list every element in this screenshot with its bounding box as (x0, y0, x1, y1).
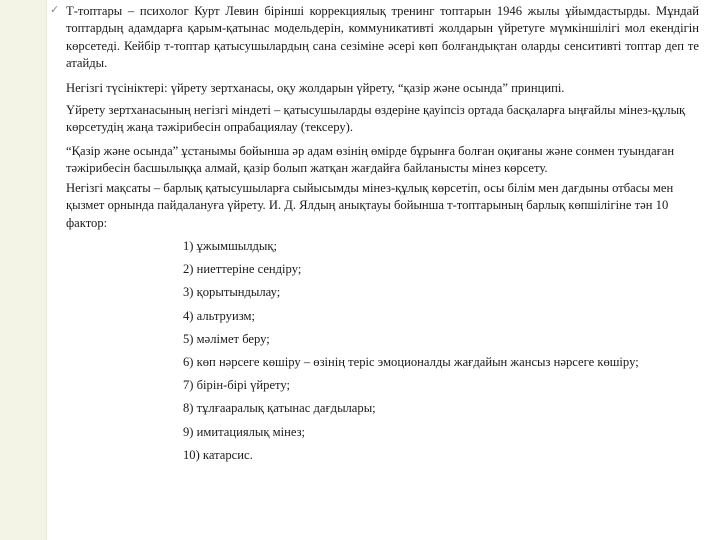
list-item: 10) катарсис. (183, 447, 253, 462)
paragraph-lab-task: Үйрету зертханасының негізгі міндеті – қатысушыларды өздеріне қауіпсіз ортада басқаларға ыңғайлы мінез-құлық көрсетудің жаңа тәжірибесін опрабациялау (тексеру). (66, 103, 686, 135)
list-item: 6) көп нәрсеге көшіру – өзінің теріс эмоционалды жағдайын жансыз нәрсеге көшіру; (183, 354, 639, 369)
list-item: 3) қорытындылау; (183, 285, 281, 300)
checkmark-icon: ✓ (50, 3, 60, 16)
list-item: 4) альтруизм; (183, 308, 255, 323)
paragraph-t-groups-intro: Т-топтары – психолог Курт Левин бірінші коррекциялық тренинг топтарын 1946 жылы ұйымдастырды. Мұндай топтардың адамдарға қарым-қатынас модельдерін, коммуникативті жолдарын үйретуге мүмкіншілігі мол екендігін көрсетеді. Кейбір т-топтар қатысушылардың сана сезіміне әсері көп болғандықтан оларды сенситивті топтар деп те атайды. (66, 4, 699, 71)
list-item: 9) имитациялық мінез; (183, 424, 306, 439)
list-item: 5) мәлімет беру; (183, 331, 270, 346)
list-item: 1) ұжымшылдық; (183, 239, 277, 253)
left-margin-rule (46, 0, 47, 540)
list-item: 7) бірін-бірі үйрету; (183, 378, 291, 393)
factors-list (183, 238, 639, 470)
paragraph-here-and-now: “Қазір және осында” ұстанымы бойынша әр адам өзінің өмірде бұрынға болған оқиғаны және сонмен туындаған тәжірибесін басшылыққа алмай, қазір болып жатқан жағдайға байланысты мінез көрсету. (66, 144, 675, 176)
list-item: 2) ниеттеріне сендіру; (183, 262, 302, 277)
left-margin-strip (0, 0, 46, 540)
paragraph-main-goal: Негізгі мақсаты – барлық қатысушыларға сыйысымды мінез-құлық көрсетіп, осы білім мен дағдыны отбасы мен қызмет орнында пайдалануға үйрету. И. Д. Ялдың анықтауы бойынша т-топтарының барлық көпшілігіне тән 10 фактор: (66, 181, 674, 230)
paragraph-key-concepts: Негізгі түсініктері: үйрету зертханасы, оқу жолдарын үйрету, “қазір және осында” принципі. (66, 81, 565, 95)
list-item: 8) тұлғааралық қатынас дағдылары; (183, 401, 376, 416)
